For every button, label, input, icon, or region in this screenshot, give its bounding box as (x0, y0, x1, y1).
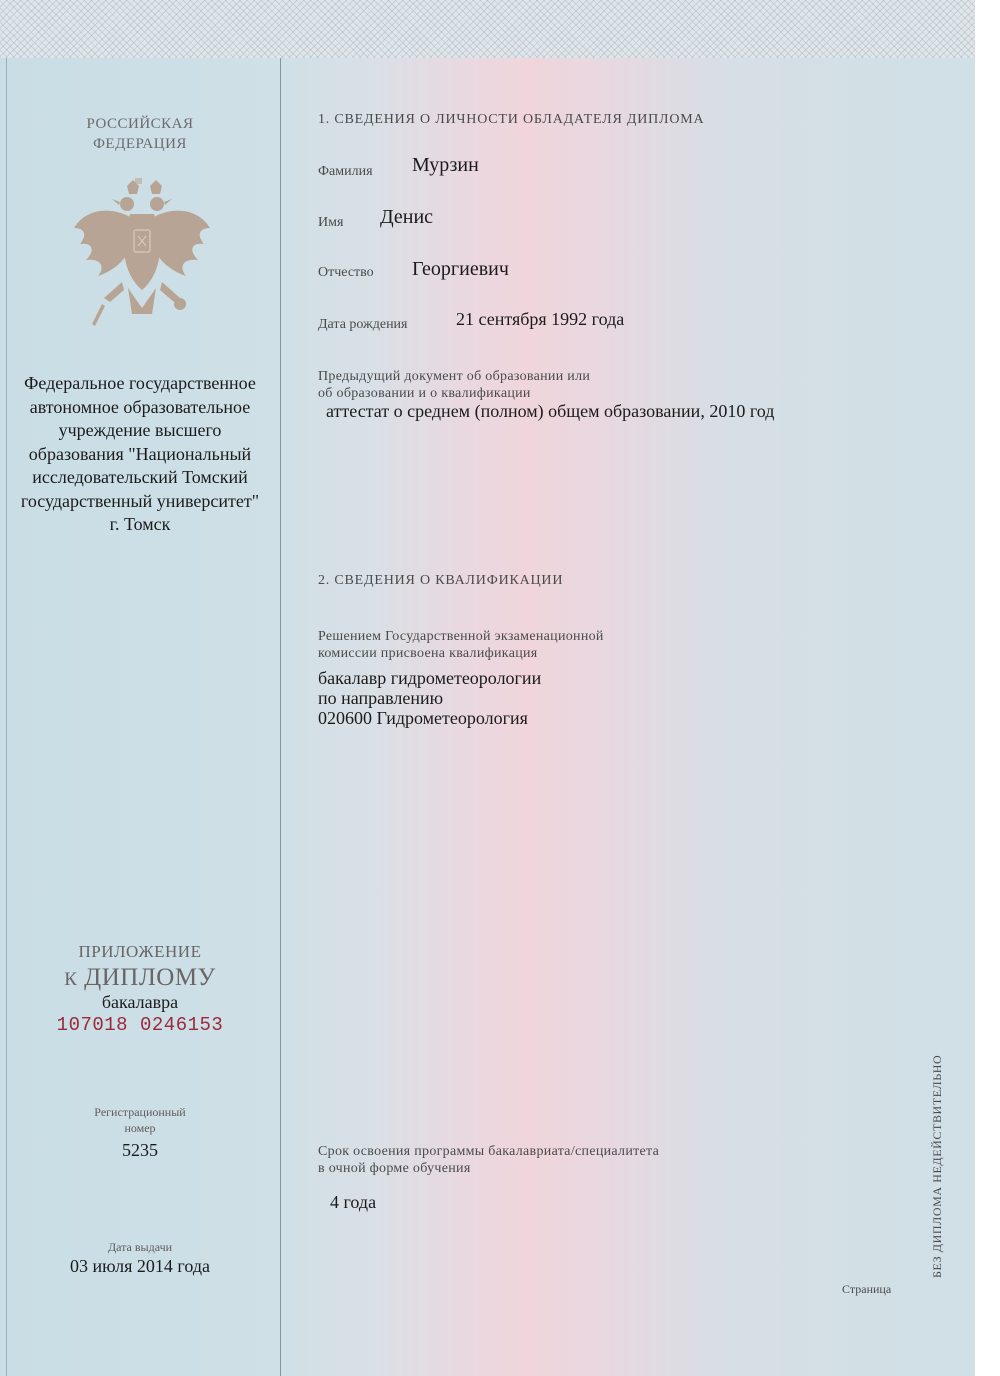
page-label: Страница (842, 1282, 892, 1296)
org-line: государственный университет" (20, 490, 260, 511)
org-line: автономное образовательное (29, 396, 251, 417)
supplement-diploma: ДИПЛОМУ (84, 964, 216, 991)
scan-margin (975, 0, 1000, 1376)
qualification-value: бакалавр гидрометеорологии (318, 668, 542, 688)
registration-number: 5235 (122, 1140, 158, 1160)
supplement-title: ПРИЛОЖЕНИЕ (78, 942, 202, 961)
issue-date-label: Дата выдачи (107, 1240, 173, 1254)
previous-document-label-line-1: Предыдущий документ об образовании или (318, 369, 591, 384)
birth-date-label: Дата рождения (318, 317, 408, 332)
org-line: исследовательский Томский (32, 467, 248, 487)
registration-label-line-2: номер (124, 1121, 156, 1135)
surname-label: Фамилия (318, 164, 373, 179)
org-line: г. Томск (109, 514, 171, 534)
country-line-1: РОССИЙСКАЯ (86, 116, 194, 132)
previous-document-label (318, 368, 590, 402)
study-period-value: 4 года (330, 1192, 377, 1212)
direction-value: 020600 Гидрометеорология (318, 708, 528, 728)
organization-name (0, 372, 280, 537)
qualification-block (318, 668, 541, 728)
previous-document-value: аттестат о среднем (полном) общем образовании, 2010 год (326, 401, 775, 421)
commission-decision-line-2: комиссии присвоена квалификация (318, 646, 538, 661)
supplement-k: К (64, 969, 78, 990)
org-line: учреждение высшего (58, 420, 222, 440)
surname-value: Мурзин (412, 154, 479, 176)
left-border-line (6, 58, 7, 1376)
diploma-serial-number: 107018 0246153 (56, 1014, 224, 1036)
coat-of-arms-icon (72, 178, 212, 330)
birth-date-value: 21 сентября 1992 года (456, 309, 625, 329)
previous-document-label-line-2: об образовании и о квалификации (318, 386, 531, 401)
country-header (0, 114, 280, 154)
study-period-label-line-1: Срок освоения программы бакалавриата/специалитета (318, 1144, 660, 1159)
registration-label-line-1: Регистрационный (94, 1105, 186, 1119)
guilloche-border (0, 0, 975, 58)
study-period-label (318, 1143, 659, 1177)
direction-label: по направлению (318, 688, 444, 708)
registration-label (0, 1104, 280, 1136)
first-name-label: Имя (318, 215, 344, 230)
invalid-without-diploma-note: БЕЗ ДИПЛОМА НЕДЕЙСТВИТЕЛЬНО (930, 1054, 944, 1278)
country-line-2: ФЕДЕРАЦИЯ (93, 136, 187, 152)
first-name-value: Денис (380, 206, 434, 228)
supplement-level: бакалавра (101, 992, 179, 1012)
commission-decision (318, 628, 604, 662)
commission-decision-line-1: Решением Государственной экзаменационной (318, 629, 604, 644)
patronymic-label: Отчество (318, 265, 374, 280)
column-divider (280, 58, 281, 1376)
org-line: образования "Национальный (28, 443, 252, 464)
supplement-to-diploma (0, 964, 280, 992)
issue-date: 03 июля 2014 года (70, 1256, 210, 1276)
study-period-label-line-2: в очной форме обучения (318, 1161, 471, 1176)
org-line: Федеральное государственное (24, 373, 256, 393)
section-2-title: 2. СВЕДЕНИЯ О КВАЛИФИКАЦИИ (318, 573, 564, 588)
patronymic-value: Георгиевич (412, 258, 509, 280)
section-1-title: 1. СВЕДЕНИЯ О ЛИЧНОСТИ ОБЛАДАТЕЛЯ ДИПЛОМА (318, 112, 705, 127)
